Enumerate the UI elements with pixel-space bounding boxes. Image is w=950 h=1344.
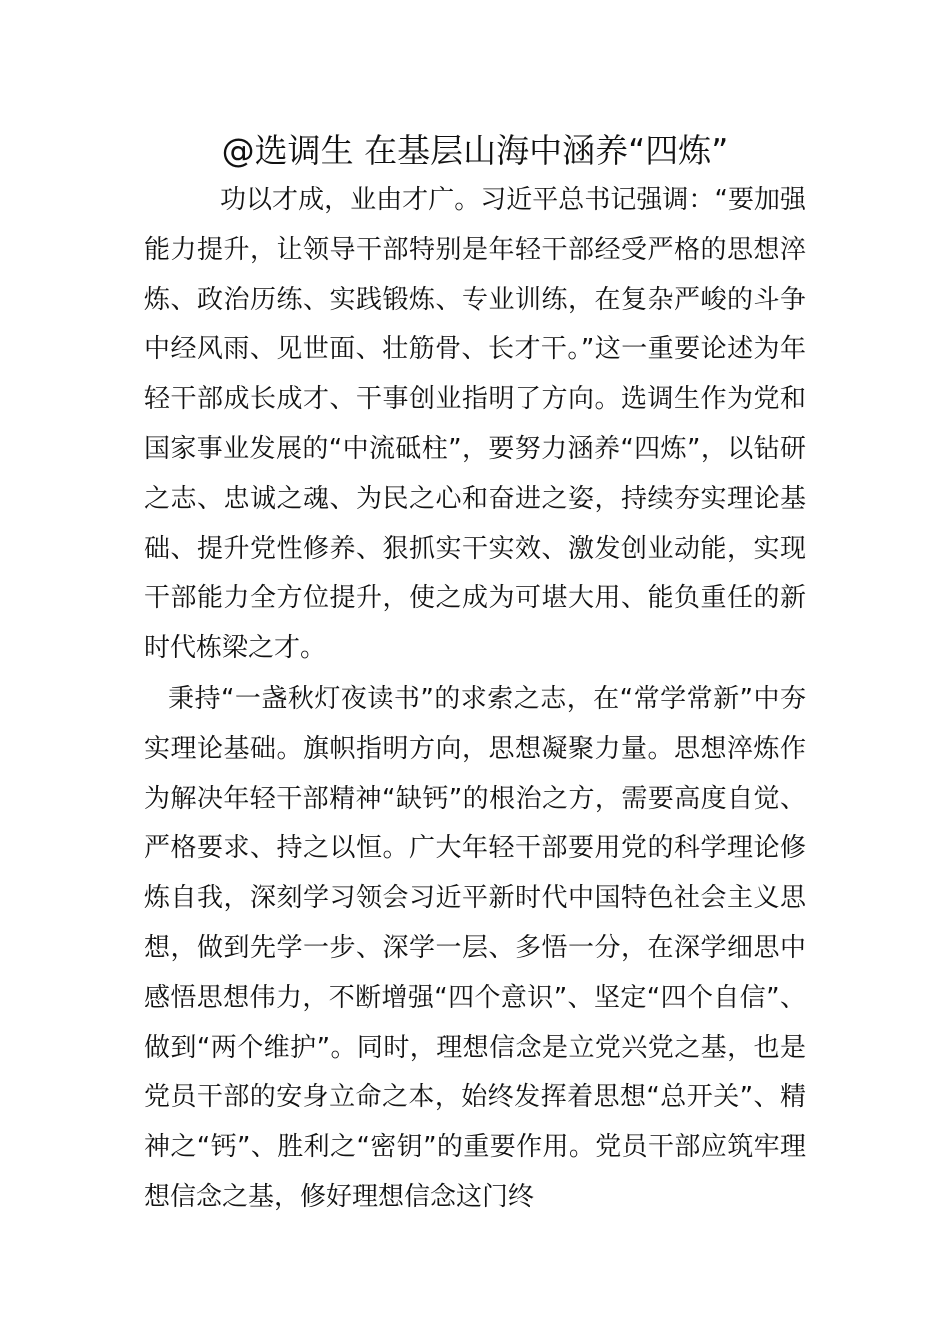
- paragraph-theory-foundation: 秉持“一盏秋灯夜读书”的求索之志，在“常学常新”中夯实理论基础。旗帜指明方向，思想凝聚力量。思想淬炼作为解决年轻干部精神“缺钙”的根治之方，需要高度自觉、严格要求、持之以恒。广大年轻干部要用党的科学理论修炼自我，深刻学习领会习近平新时代中国特色社会主义思想，做到先学一步、深学一层、多悟一分，在深学细思中感悟思想伟力，不断增强“四个意识”、坚定“四个自信”、做到“两个维护”。同时，理想信念是立党兴党之基，也是党员干部的安身立命之本，始终发挥着思想“总开关”、精神之“钙”、胜利之“密钥”的重要作用。党员干部应筑牢理想信念之基，修好理想信念这门终: [144, 684, 806, 1212]
- paragraph-intro: 功以才成，业由才广。习近平总书记强调：“要加强能力提升，让领导干部特别是年轻干部经受严格的思想淬炼、政治历练、实践锻炼、专业训练，在复杂严峻的斗争中经风雨、见世面、壮筋骨、长才干。”这一重要论述为年轻干部成长成才、干事创业指明了方向。选调生作为党和国家事业发展的“中流砥柱”，要努力涵养“四炼”，以钻研之志、忠诚之魂、为民之心和奋进之姿，持续夯实理论基础、提升党性修养、狠抓实干实效、激发创业动能，实现干部能力全方位提升，使之成为可堪大用、能负重任的新时代栋梁之才。: [144, 185, 806, 664]
- document-title: @选调生 在基层山海中涵养“四炼”: [221, 131, 729, 170]
